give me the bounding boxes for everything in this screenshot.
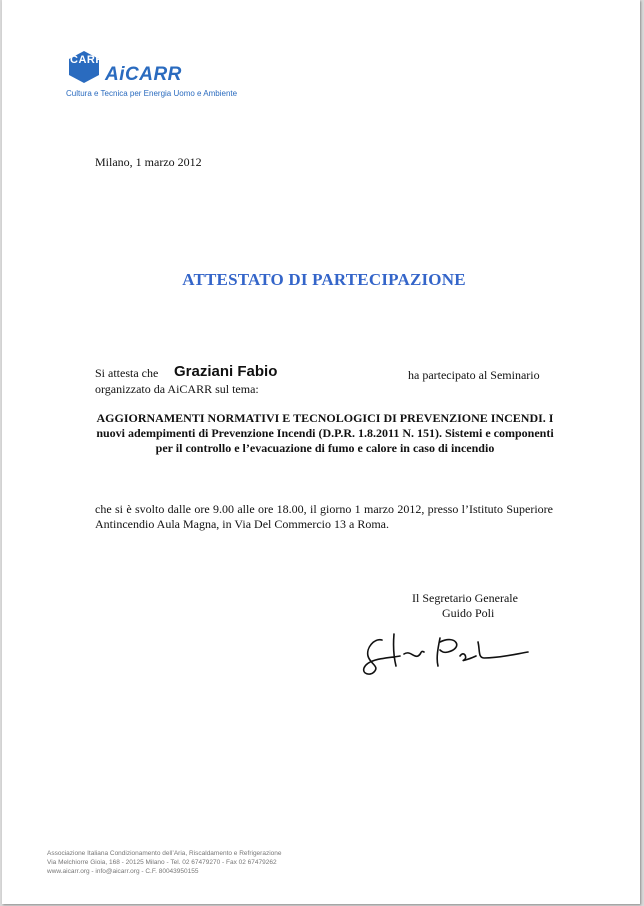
aicarr-logo bbox=[65, 50, 238, 100]
participant-name: Graziani Fabio bbox=[174, 363, 278, 380]
certificate-page bbox=[2, 0, 640, 904]
intro-suffix: ha partecipato al Seminario bbox=[408, 368, 540, 382]
intro-prefix-text: Si attesta che bbox=[95, 366, 159, 380]
seminar-topic: AGGIORNAMENTI NORMATIVI E TECNOLOGICI DI PREVENZIONE INCENDI. I nuovi adempimenti di Prevenzione Incendi (D.P.R. 1.8.2011 N. 151). Sistemi e componenti per il controllo e l’evacuazione di fumo e calore in caso di incendio bbox=[96, 411, 554, 455]
signer-role: Il Segretario Generale bbox=[412, 591, 518, 605]
signer-name: Guido Poli bbox=[442, 606, 495, 620]
footer-line-3: www.aicarr.org - info@aicarr.org - C.F. 80043950155 bbox=[47, 868, 199, 875]
logo-wordmark: AiCARR bbox=[105, 64, 182, 85]
logo-tagline: Cultura e Tecnica per Energia Uomo e Ambiente bbox=[66, 89, 238, 98]
seminar-details: che si è svolto dalle ore 9.00 alle ore 18.00, il giorno 1 marzo 2012, presso l’Istituto Superiore Antincendio Aula Magna, in Via Del Commercio 13 a Roma. bbox=[95, 502, 553, 531]
letter-date: Milano, 1 marzo 2012 bbox=[95, 155, 202, 169]
intro-line-2: organizzato da AiCARR sul tema: bbox=[95, 382, 259, 396]
handwritten-signature bbox=[360, 628, 532, 678]
footer-line-2: Via Melchiorre Gioia, 168 - 20125 Milano - Tel. 02 67479270 - Fax 02 67479262 bbox=[47, 859, 277, 866]
logo-mark-text: CARR bbox=[70, 54, 104, 66]
certificate-title: ATTESTATO DI PARTECIPAZIONE bbox=[182, 270, 466, 289]
footer-line-1: Associazione Italiana Condizionamento dell’Aria, Riscaldamento e Refrigerazione bbox=[47, 850, 282, 857]
footer-address bbox=[47, 849, 347, 876]
